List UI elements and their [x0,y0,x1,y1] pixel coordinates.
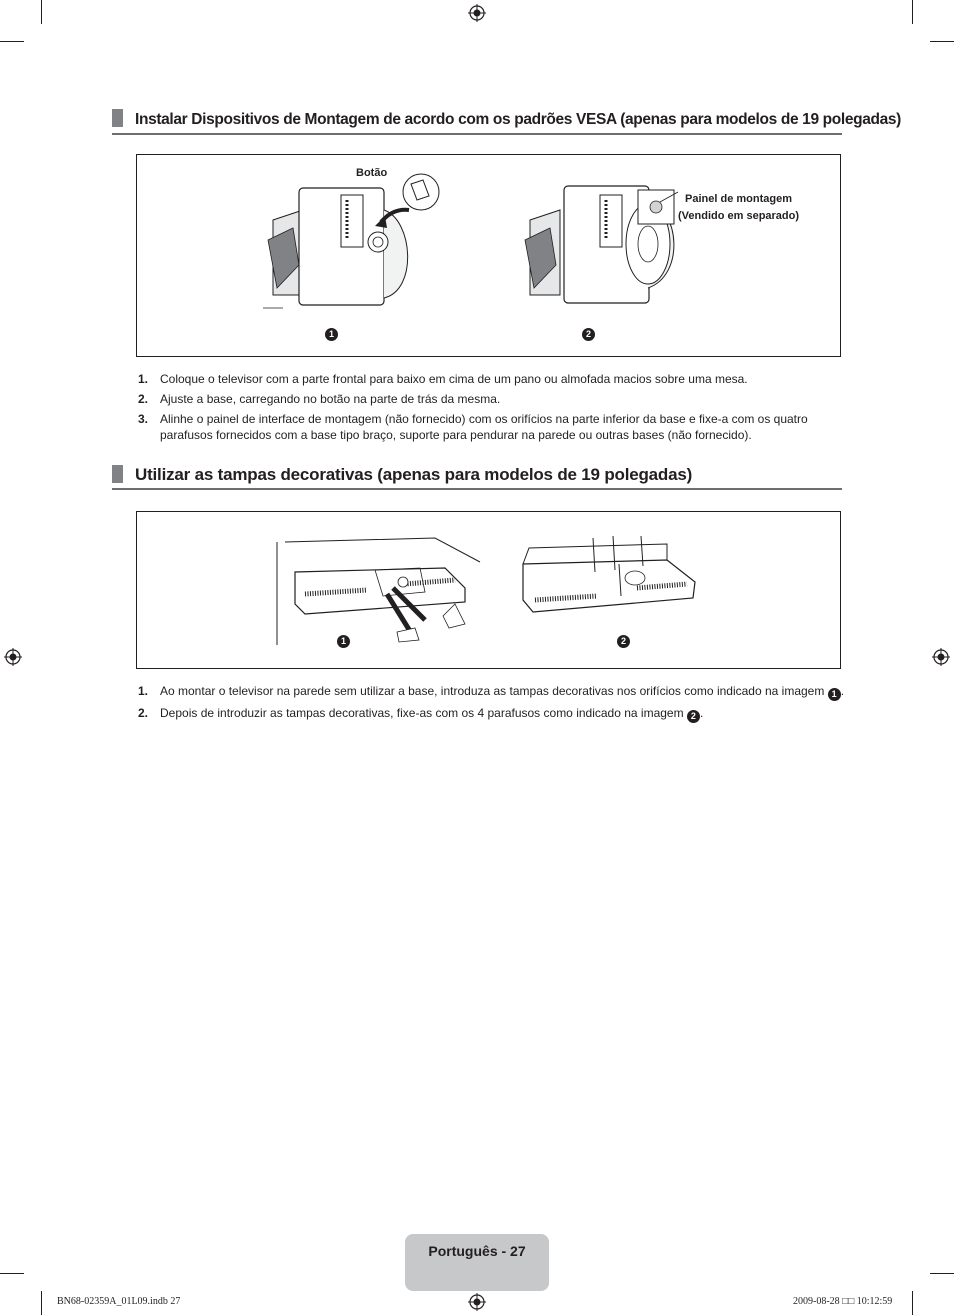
figure-marker-1 [337,629,350,648]
marker-circle: 1 [337,635,350,648]
figure-decorative-caps [136,511,841,669]
crop-mark [0,1273,24,1274]
callout-button-label: Botão [356,167,388,179]
crop-mark [912,1291,913,1315]
page-number-tab [405,1234,549,1291]
figure-vesa-mount [136,154,841,357]
crop-mark [41,0,42,24]
section-marker-icon [112,465,123,483]
page-number: Português - 27 [428,1243,526,1259]
crop-mark [0,41,24,42]
tv-back-stand-illustration [263,170,453,315]
figure-ref-marker: 1 [828,688,841,701]
callout-panel-line1: Painel de montagem [685,193,792,205]
registration-mark-icon [932,648,950,666]
crop-mark [41,1291,42,1315]
marker-circle: 2 [617,635,630,648]
crop-mark [930,1273,954,1274]
marker-circle: 2 [582,328,595,341]
section-marker-icon [112,109,123,127]
step-text: Depois de introduzir as tampas decorativas, fixe-as com os 4 parafusos como indicado na imagem [160,706,684,720]
callout-mounting-panel [678,191,799,225]
steps-decorative-caps [136,683,846,727]
step-text: Ajuste a base, carregando no botão na parte de trás da mesma. [160,392,501,406]
print-slug-right: 2009-08-28 □□ 10:12:59 [793,1296,893,1307]
section-title-vesa [112,109,901,135]
print-slug-left: BN68-02359A_01L09.indb 27 [57,1296,181,1307]
marker-circle: 1 [325,328,338,341]
registration-mark-icon [468,1293,486,1311]
step-text: Alinhe o painel de interface de montagem (não fornecido) com os orifícios na parte inferior da base e fixe-a com os quatro parafusos fornecidos com a base tipo braço, suporte para pendurar na parede ou outras bases (não fornecido). [160,412,808,442]
figure-marker-2 [582,322,595,341]
figure-ref-marker: 2 [687,710,700,723]
list-item [136,371,846,387]
step-suffix: . [840,684,845,698]
decorative-caps-screws-illustration [517,530,702,620]
section-title-decorative-caps [112,465,842,490]
step-text: Ao montar o televisor na parede sem utilizar a base, introduza as tampas decorativas nos orifícios como indicado na imagem [160,684,825,698]
step-text: Coloque o televisor com a parte frontal para baixo em cima de um pano ou almofada macios sobre uma mesa. [160,372,748,386]
callout-panel-line2: (Vendido em separado) [678,210,800,222]
step-number: 3. [138,412,149,426]
figure-marker-1 [325,322,338,341]
step-number: 1. [138,372,149,386]
list-item [136,683,846,701]
step-suffix: . [699,706,704,720]
figure-marker-2 [617,629,630,648]
list-item [136,705,846,723]
crop-mark [930,41,954,42]
section-title-text: Instalar Dispositivos de Montagem de acordo com os padrões VESA (apenas para modelos de 19 polegadas) [135,111,901,128]
step-number: 1. [138,684,149,698]
registration-mark-icon [4,648,22,666]
crop-mark [912,0,913,24]
list-item [136,411,846,443]
list-item [136,391,846,407]
step-number: 2. [138,706,149,720]
steps-vesa [136,371,846,447]
section-title-text: Utilizar as tampas decorativas (apenas para modelos de 19 polegadas) [135,465,693,484]
step-number: 2. [138,392,149,406]
decorative-caps-insert-illustration [275,532,495,650]
registration-mark-icon [468,4,486,22]
